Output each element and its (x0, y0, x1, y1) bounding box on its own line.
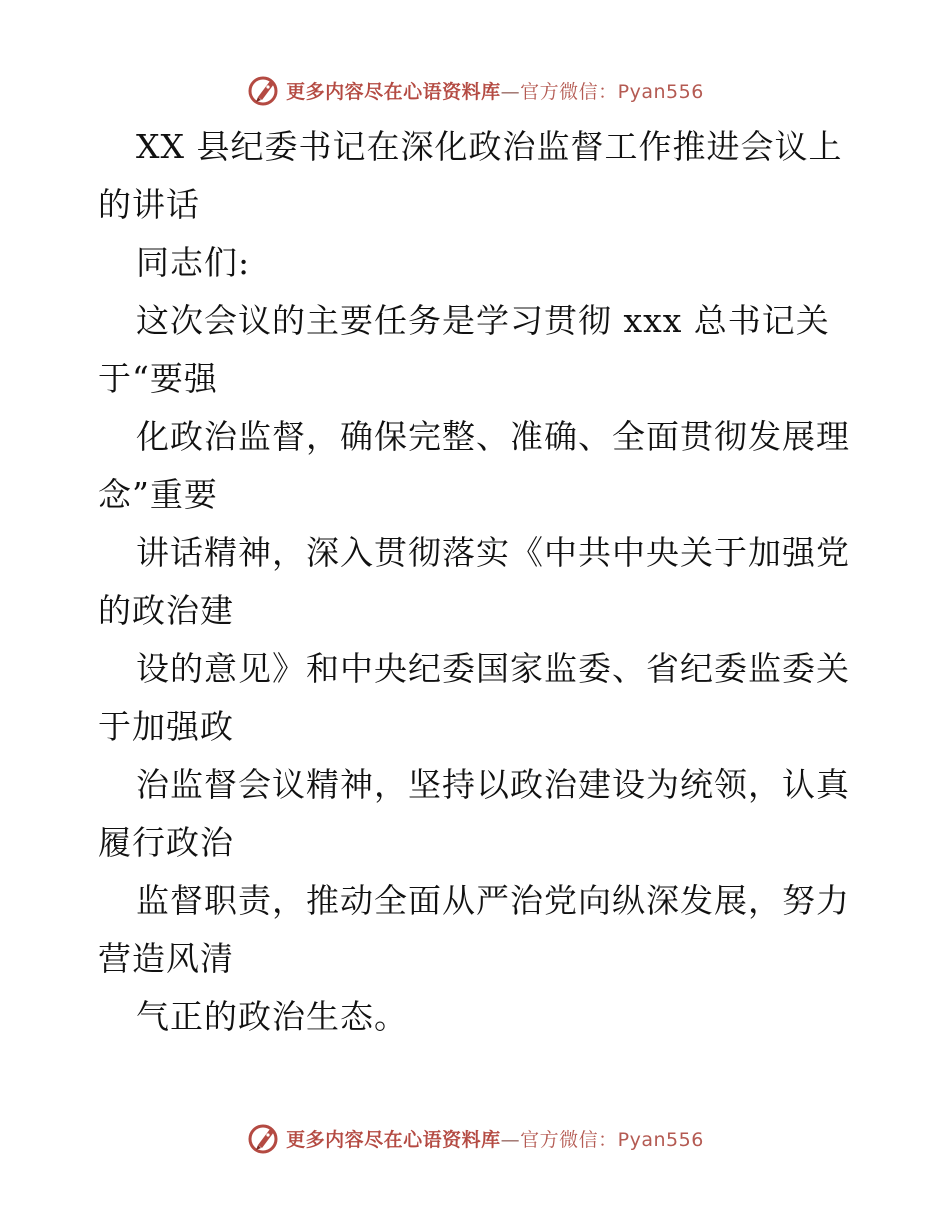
paragraph-line: 讲话精神，深入贯彻落实《中共中央关于加强党 (136, 533, 850, 572)
paragraph-line: 治监督会议精神，坚持以政治建设为统领，认真 (136, 765, 850, 804)
banner-text (286, 1125, 704, 1152)
salutation: 同志们: (136, 243, 251, 282)
paragraph-line: 这次会议的主要任务是学习贯彻 xxx 总书记关 (136, 301, 830, 340)
banner-text (286, 77, 704, 104)
banner-lead: 更多内容尽在心语资料库 (286, 1128, 501, 1151)
document-body (98, 118, 858, 1046)
banner-dash: — (500, 1128, 521, 1151)
paragraph-line: 履行政治 (98, 823, 234, 862)
paragraph-line: 念”重要 (98, 475, 218, 514)
paragraph-line: 设的意见》和中央纪委国家监委、省纪委监委关 (136, 649, 850, 688)
pen-nib-logo-icon (246, 73, 280, 107)
paragraph-line: 监督职责，推动全面从严治党向纵深发展，努力 (136, 881, 850, 920)
banner-dash: — (500, 80, 521, 103)
paragraph-line: 气正的政治生态。 (136, 997, 408, 1036)
footer-banner (0, 1118, 950, 1158)
banner-contact: 官方微信：Pyan556 (520, 80, 704, 103)
banner-contact: 官方微信：Pyan556 (520, 1128, 704, 1151)
pen-nib-logo-icon (246, 1121, 280, 1155)
paragraph-line: 化政治监督，确保完整、准确、全面贯彻发展理 (136, 417, 850, 456)
paragraph-line: 的政治建 (98, 591, 234, 630)
header-banner (0, 70, 950, 110)
paragraph-line: 于加强政 (98, 707, 234, 746)
document-title-line-1: XX 县纪委书记在深化政治监督工作推进会议上 (136, 127, 843, 166)
paragraph-line: 营造风清 (98, 939, 234, 978)
banner-lead: 更多内容尽在心语资料库 (286, 80, 501, 103)
paragraph-line: 于“要强 (98, 359, 218, 398)
document-title-line-2: 的讲话 (98, 185, 200, 224)
